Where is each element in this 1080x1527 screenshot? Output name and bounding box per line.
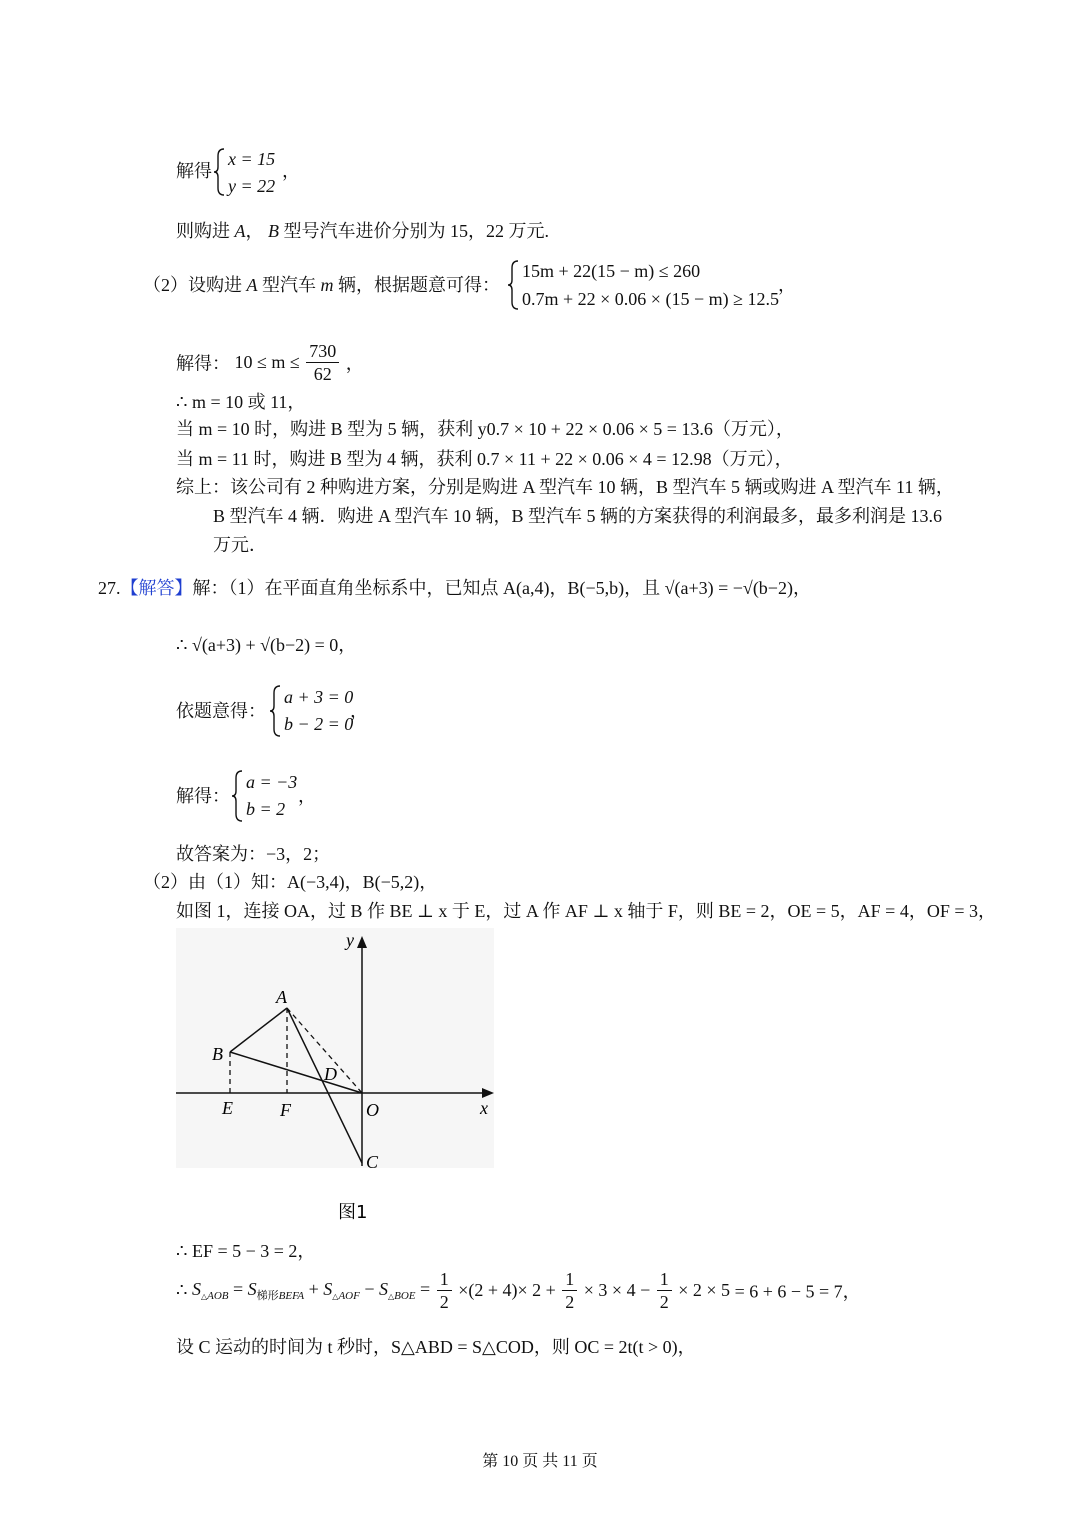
- ef: EF = 5 − 3 = 2，: [191, 1241, 316, 1261]
- var-a: A: [246, 275, 258, 295]
- label-e: E: [222, 1098, 233, 1118]
- sum-zero: √(a+3) + √(b−2) = 0: [191, 635, 339, 655]
- page-footer: 第 10 页 共 11 页: [482, 1453, 598, 1470]
- q27-text: 解：（1）在平面直角坐标系中，已知点 A(a,4)，B(−5,b)，且: [192, 578, 661, 598]
- cond-eq2: b − 2 = 0: [284, 714, 354, 734]
- comma: ，: [282, 161, 300, 181]
- cond-label: 依题意得：: [176, 701, 266, 721]
- sum-zero-line: ∴ √(a+3) + √(b−2) = 0，: [176, 635, 357, 655]
- q2-suffix: 辆，根据题意可得：: [338, 275, 500, 295]
- var-m: m: [320, 275, 334, 295]
- fraction-half: $\frac{1}{2}$: [437, 1268, 452, 1313]
- label-x: x: [480, 1098, 488, 1118]
- q2-prefix: （2）设购进: [143, 275, 242, 295]
- cond-eq1: a + 3 = 0: [284, 687, 354, 707]
- brace-icon: [214, 147, 226, 197]
- area-eq: $S_{\triangle AOB} = S_{梯形BEFA} + S_{\triangle AOF} - S_{\triangle BOE}$ =: [191, 1278, 435, 1302]
- summary2: B 型汽车 4 辆．购进 A 型汽车 10 辆，B 型汽车 5 辆的方案获得的利润最多，最多利润是 13.6: [213, 506, 943, 526]
- q27-num: 27.: [98, 578, 121, 598]
- m-values-text: m = 10 或 11，: [191, 392, 306, 412]
- solve1-label: 解得: [176, 161, 212, 181]
- label-b: B: [212, 1044, 223, 1064]
- figure-background: [176, 928, 494, 1168]
- solve3-eq2: b = 2: [246, 799, 286, 819]
- q2-line: [143, 274, 500, 296]
- brace-icon: [270, 684, 282, 738]
- area-result: = 6 + 6 − 5 = 7，: [734, 1281, 861, 1302]
- q2-eq2: 0.7m + 22 × 0.06 × (15 − m) ≥ 12.5: [522, 289, 779, 309]
- brace-icon: [508, 259, 520, 311]
- point-b-label: B: [268, 221, 279, 241]
- fraction-half: $\frac{1}{2}$: [562, 1268, 577, 1313]
- solve1-eq2: y = 22: [228, 176, 276, 196]
- point-a-label: A: [234, 221, 246, 241]
- summary3: 万元．: [213, 535, 267, 555]
- case1: 当 m = 10 时，购进 B 型为 5 辆，获利 y0.7 × 10 + 22 × 0.06 × 5 = 13.6（万元），: [176, 419, 794, 439]
- coordinate-figure: [170, 928, 500, 1228]
- solve2-left: 10 ≤ m ≤: [234, 352, 300, 372]
- brace-icon: [232, 769, 244, 823]
- label-d: D: [324, 1064, 337, 1084]
- q27-tag: 【解答】: [120, 578, 193, 598]
- buy-price-a: 则购进: [176, 221, 230, 241]
- fig-desc: 如图 1，连接 OA，过 B 作 BE ⊥ x 于 E，过 A 作 AF ⊥ x 轴于 F，则 BE = 2，OE = 5，AF = 4，OF = 3，: [176, 901, 996, 921]
- q2-eq1: 15m + 22(15 − m) ≤ 260: [522, 261, 701, 281]
- solve1-eq1: x = 15: [228, 149, 276, 169]
- solve2-label: 解得：: [176, 353, 230, 374]
- label-a: A: [276, 987, 287, 1007]
- solve3-label: 解得：: [176, 786, 230, 806]
- summary1: 综上：该公司有 2 种购进方案，分别是购进 A 型汽车 10 辆，B 型汽车 5 辆或购进 A 型汽车 11 辆，: [176, 477, 954, 497]
- frac-num: 730: [306, 340, 339, 363]
- time-text: 设 C 运动的时间为 t 秒时，S△ABD = S△COD，则 OC = 2t(t > 0)，: [176, 1337, 696, 1357]
- label-f: F: [280, 1100, 291, 1120]
- fraction: [306, 340, 339, 385]
- label-y: y: [346, 930, 354, 950]
- label-c: C: [366, 1152, 379, 1172]
- fraction-half: $\frac{1}{2}$: [657, 1268, 672, 1313]
- comma: ，: [778, 275, 796, 295]
- q27-cond: √(a+3) = −√(b−2): [664, 578, 793, 598]
- frac-den: 62: [313, 364, 332, 384]
- comma: ，: [298, 786, 316, 806]
- case2: 当 m = 11 时，购进 B 型为 4 辆，获利 0.7 × 11 + 22 × 0.06 × 4 = 12.98（万元），: [176, 449, 793, 469]
- buy-price-b: 型号汽车进价分别为 15，22 万元.: [283, 221, 549, 241]
- answer: 故答案为：−3，2；: [176, 844, 331, 864]
- area-line: ∴ $S_{\triangle AOB} = S_{梯形BEFA} + S_{\triangle AOF} - S_{\triangle BOE}$ = $\frac{1}{2}$ ×(2 + 4)× 2 + $\frac{1}{2}$ × 3 × 4 − $\frac{1}{2}$ × 2 × 5 = 6 + 6 − 5 = 7，: [176, 1269, 861, 1312]
- m-values: ∴ m = 10 或 11，: [176, 392, 306, 412]
- solve2-line: 解得： 10 ≤ m ≤ $\frac{730}{62}$ ，: [176, 341, 364, 384]
- q2-mid: 型汽车: [262, 275, 316, 295]
- part2: （2）由（1）知：A(−3,4)，B(−5,2)，: [143, 872, 438, 892]
- solve3-eq1: a = −3: [246, 772, 298, 792]
- label-o: O: [366, 1100, 379, 1120]
- ef-line: ∴ EF = 5 − 3 = 2，: [176, 1241, 316, 1261]
- figure-caption: 图1: [338, 1202, 368, 1223]
- comma: ，: [350, 701, 368, 721]
- q27-line: 27.【解答】解：（1）在平面直角坐标系中，已知点 A(a,4)，B(−5,b)，且 √(a+3) = −√(b−2)，: [98, 578, 811, 598]
- buy-price-line: 则购进 A， B 型号汽车进价分别为 15，22 万元.: [176, 221, 549, 241]
